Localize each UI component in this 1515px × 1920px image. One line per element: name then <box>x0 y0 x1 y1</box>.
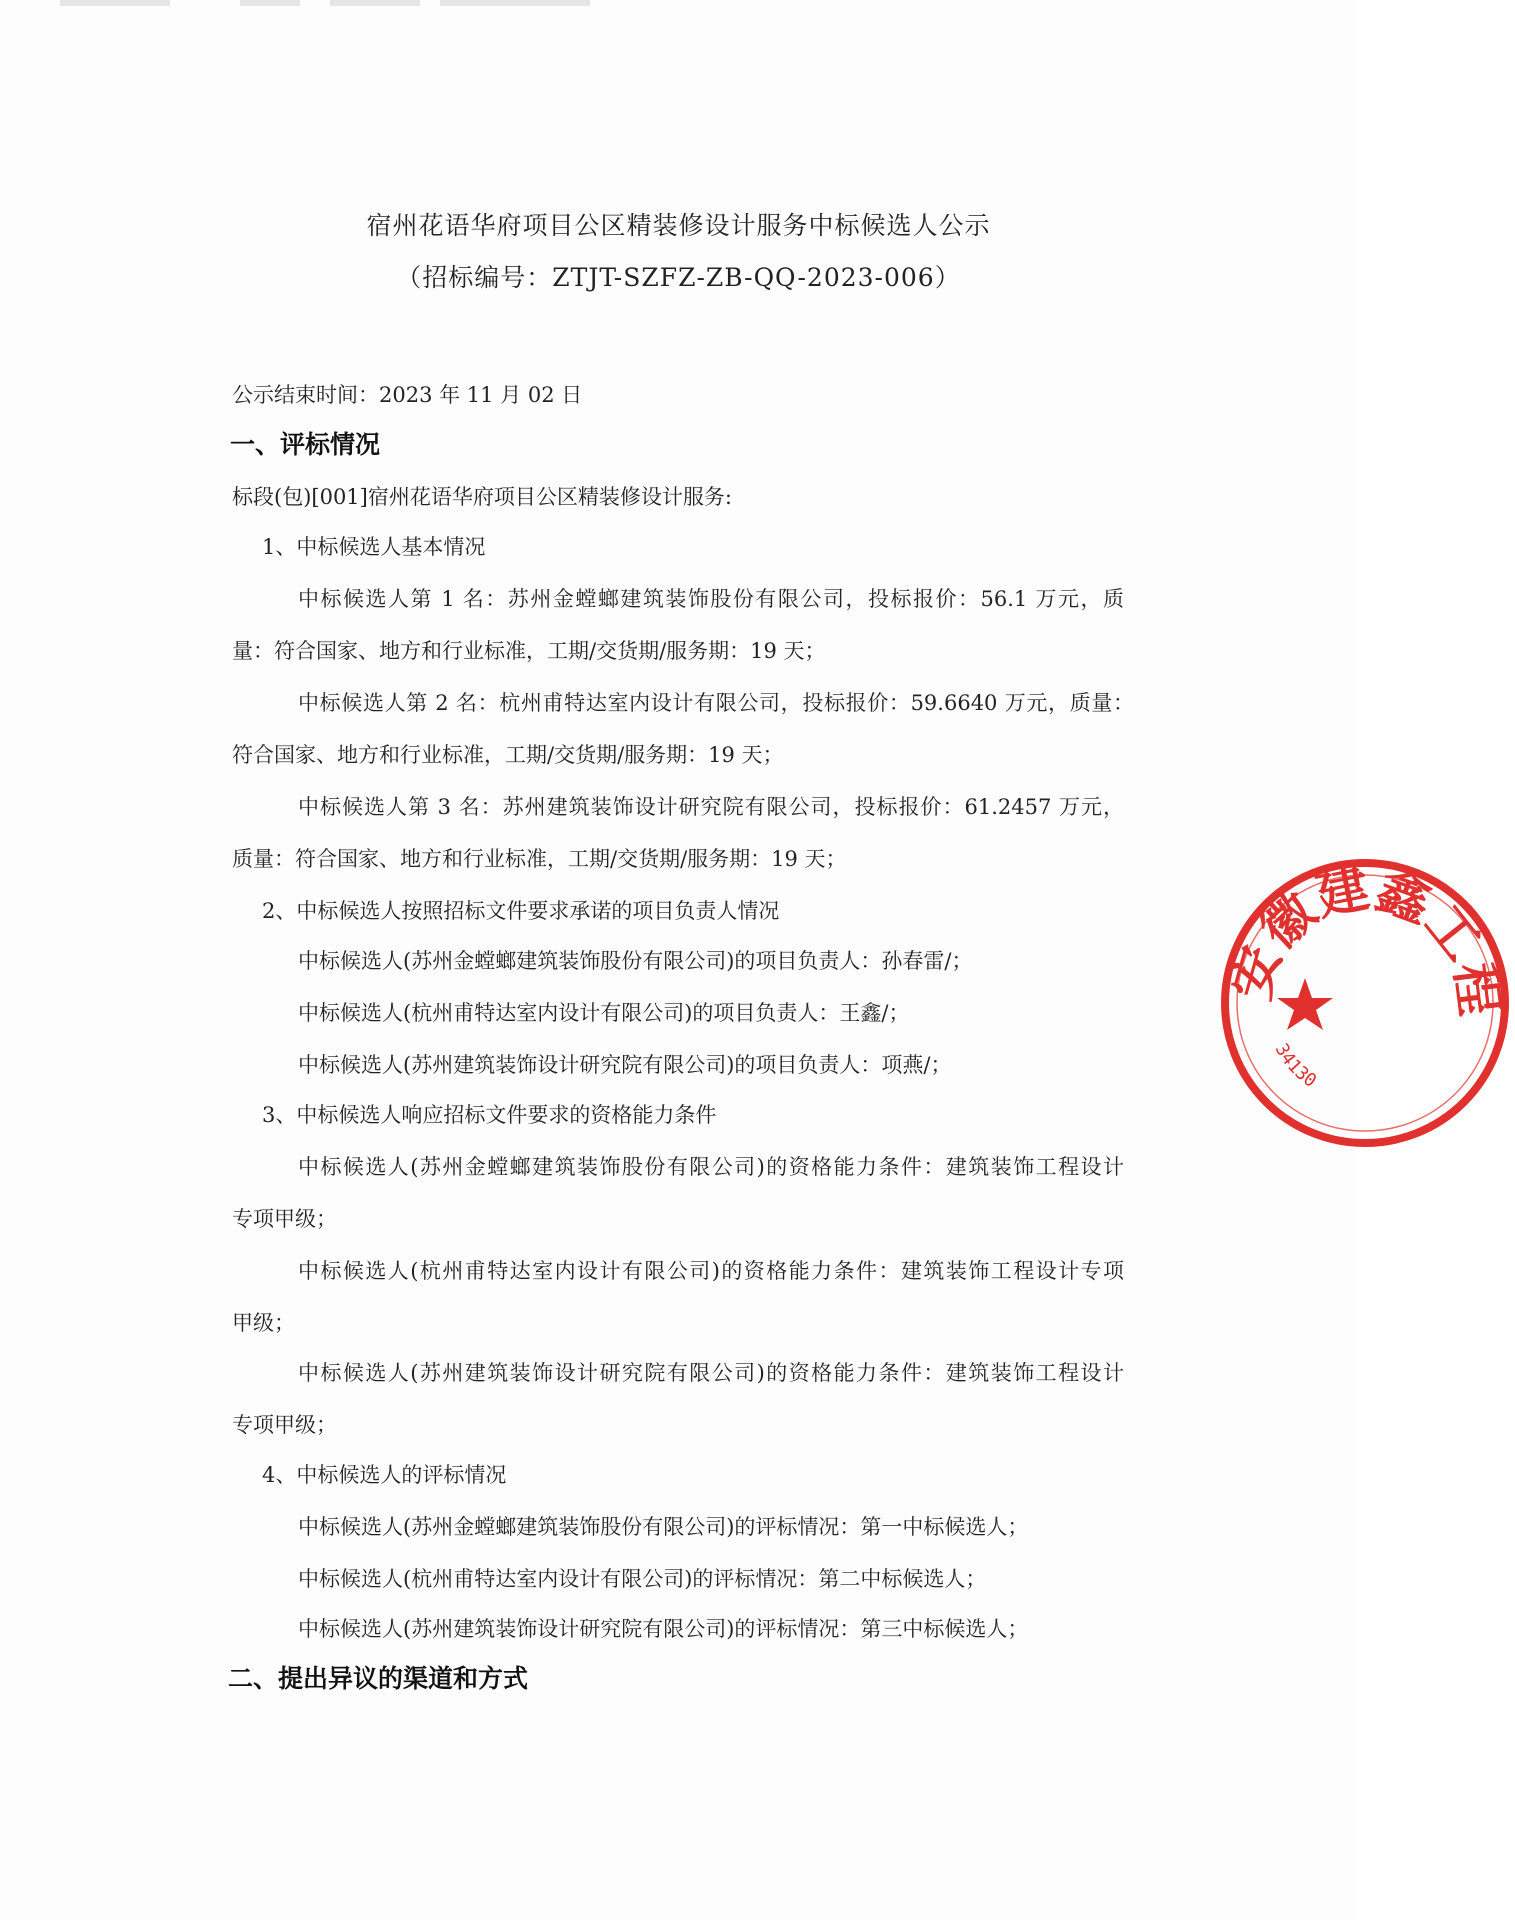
candidate-1-line-1: 中标候选人第 1 名：苏州金螳螂建筑装饰股份有限公司，投标报价：56.1 万元，质 <box>298 587 1124 611</box>
qualification-3-line-1: 中标候选人(苏州建筑装饰设计研究院有限公司)的资格能力条件：建筑装饰工程设计 <box>298 1361 1124 1385</box>
company-seal <box>1215 853 1515 1153</box>
qualification-3-line-2: 专项甲级； <box>232 1413 337 1437</box>
qualification-1-line-1: 中标候选人(苏州金螳螂建筑装饰股份有限公司)的资格能力条件：建筑装饰工程设计 <box>298 1155 1124 1179</box>
candidate-2-line-1: 中标候选人第 2 名：杭州甫特达室内设计有限公司，投标报价：59.6640 万元，质量： <box>298 691 1134 715</box>
evaluation-result-3: 中标候选人(苏州建筑装饰设计研究院有限公司)的评标情况：第三中标候选人； <box>298 1617 1029 1641</box>
document-title: 宿州花语华府项目公区精装修设计服务中标候选人公示 <box>366 211 991 240</box>
subsection-title-evaluation-result: 4、中标候选人的评标情况 <box>262 1463 507 1487</box>
lot-title: 标段(包)[001]宿州花语华府项目公区精装修设计服务: <box>232 485 732 509</box>
candidate-2-line-2: 符合国家、地方和行业标准，工期/交货期/服务期：19 天； <box>232 743 784 767</box>
scan-artifact <box>440 0 590 6</box>
qualification-1-line-2: 专项甲级； <box>232 1207 337 1231</box>
subsection-title-project-leader: 2、中标候选人按照招标文件要求承诺的项目负责人情况 <box>262 899 780 923</box>
candidate-3-line-1: 中标候选人第 3 名：苏州建筑装饰设计研究院有限公司，投标报价：61.2457 万元， <box>298 795 1124 819</box>
scan-artifact <box>330 0 420 6</box>
project-leader-2: 中标候选人(杭州甫特达室内设计有限公司)的项目负责人：王鑫/； <box>298 1001 910 1025</box>
evaluation-result-1: 中标候选人(苏州金螳螂建筑装饰股份有限公司)的评标情况：第一中标候选人； <box>298 1515 1029 1539</box>
notice-end-time: 公示结束时间：2023 年 11 月 02 日 <box>232 383 583 407</box>
project-leader-3: 中标候选人(苏州建筑装饰设计研究院有限公司)的项目负责人：项燕/； <box>298 1053 952 1077</box>
scan-artifact <box>240 0 300 6</box>
tender-number: （招标编号：ZTJT-SZFZ-ZB-QQ-2023-006） <box>396 263 961 292</box>
seal-star-icon <box>1277 978 1333 1030</box>
subsection-title-basic-info: 1、中标候选人基本情况 <box>262 535 486 559</box>
candidate-3-line-2: 质量：符合国家、地方和行业标准，工期/交货期/服务期：19 天； <box>232 847 847 871</box>
project-leader-1: 中标候选人(苏州金螳螂建筑装饰股份有限公司)的项目负责人：孙春雷/； <box>298 949 973 973</box>
section-heading-objection: 二、提出异议的渠道和方式 <box>228 1664 529 1693</box>
seal-text: 安徽建鑫工程 <box>1221 858 1510 1019</box>
evaluation-result-2: 中标候选人(杭州甫特达室内设计有限公司)的评标情况：第二中标候选人； <box>298 1567 987 1591</box>
section-heading-evaluation: 一、评标情况 <box>230 430 381 459</box>
scan-artifact <box>60 0 170 6</box>
qualification-2-line-2: 甲级； <box>232 1311 295 1335</box>
qualification-2-line-1: 中标候选人(杭州甫特达室内设计有限公司)的资格能力条件：建筑装饰工程设计专项 <box>298 1259 1124 1283</box>
seal-code: 34130 <box>1270 1040 1321 1092</box>
subsection-title-qualification: 3、中标候选人响应招标文件要求的资格能力条件 <box>262 1103 717 1127</box>
candidate-1-line-2: 量：符合国家、地方和行业标准，工期/交货期/服务期：19 天； <box>232 639 826 663</box>
